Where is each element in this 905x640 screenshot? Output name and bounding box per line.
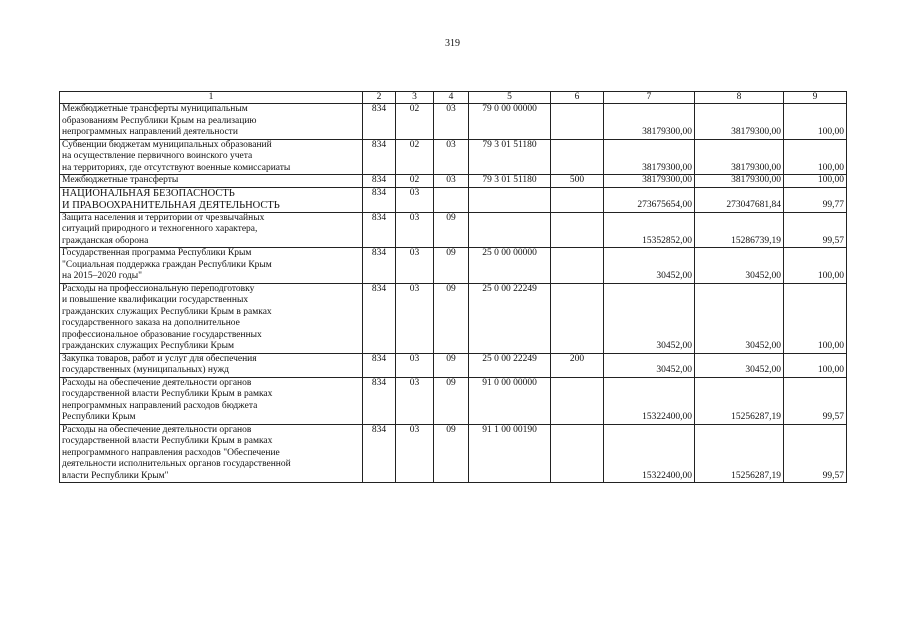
- execution-percent-cell: 99,57: [784, 212, 847, 248]
- planned-amount-cell: 30452,00: [604, 283, 695, 353]
- planned-amount-cell: 38179300,00: [604, 139, 695, 175]
- header-row: [60, 92, 847, 104]
- row-name-cell: Межбюджетные трансферты муниципальным образованиям Республики Крым на реализацию непрограммных направлений деятельности: [60, 104, 363, 140]
- target-article-cell: 91 1 00 00190: [469, 424, 551, 483]
- execution-percent-cell: 100,00: [784, 248, 847, 284]
- target-article-cell: [469, 212, 551, 248]
- execution-percent-cell: 100,00: [784, 353, 847, 377]
- executed-amount-cell: 38179300,00: [695, 104, 784, 140]
- section-code-cell: 02: [396, 175, 434, 188]
- subsection-code-cell: 09: [434, 377, 469, 424]
- target-article-cell: 25 0 00 22249: [469, 353, 551, 377]
- subsection-code-cell: 09: [434, 248, 469, 284]
- planned-amount-cell: 38179300,00: [604, 175, 695, 188]
- subsection-code-cell: [434, 187, 469, 212]
- subsection-code-cell: 09: [434, 283, 469, 353]
- header-cell: 8: [695, 92, 784, 104]
- planned-amount-cell: 38179300,00: [604, 104, 695, 140]
- grbs-code-cell: 834: [363, 353, 396, 377]
- grbs-code-cell: 834: [363, 424, 396, 483]
- execution-percent-cell: 100,00: [784, 104, 847, 140]
- table-row: [60, 139, 847, 175]
- row-name-cell: Субвенции бюджетам муниципальных образований на осуществление первичного воинского учета на территориях, где отсутствуют военные комиссариаты: [60, 139, 363, 175]
- executed-amount-cell: 30452,00: [695, 353, 784, 377]
- target-article-cell: 25 0 00 00000: [469, 248, 551, 284]
- execution-percent-cell: 100,00: [784, 175, 847, 188]
- grbs-code-cell: 834: [363, 377, 396, 424]
- executed-amount-cell: 38179300,00: [695, 139, 784, 175]
- header-cell: 5: [469, 92, 551, 104]
- subsection-code-cell: 03: [434, 104, 469, 140]
- header-cell: 1: [60, 92, 363, 104]
- section-code-cell: 03: [396, 248, 434, 284]
- execution-percent-cell: 99,77: [784, 187, 847, 212]
- expense-type-cell: 500: [551, 175, 604, 188]
- planned-amount-cell: 30452,00: [604, 248, 695, 284]
- expense-type-cell: [551, 187, 604, 212]
- expense-type-cell: [551, 139, 604, 175]
- executed-amount-cell: 15256287,19: [695, 377, 784, 424]
- subsection-code-cell: 09: [434, 353, 469, 377]
- grbs-code-cell: 834: [363, 248, 396, 284]
- header-cell: 3: [396, 92, 434, 104]
- page-number: 319: [445, 38, 460, 49]
- grbs-code-cell: 834: [363, 139, 396, 175]
- target-article-cell: 25 0 00 22249: [469, 283, 551, 353]
- table-row: [60, 248, 847, 284]
- planned-amount-cell: 15352852,00: [604, 212, 695, 248]
- row-name-cell: Расходы на профессиональную переподготовку и повышение квалификации государственных гражданских служащих Республики Крым в рамках государственного заказа на дополнительное профессиональное образование государственных гражданских служащих Республики Крым: [60, 283, 363, 353]
- row-name-cell: Расходы на обеспечение деятельности органов государственной власти Республики Крым в рамках непрограммных направлений расходов бюджета Республики Крым: [60, 377, 363, 424]
- row-name-cell: Расходы на обеспечение деятельности органов государственной власти Республики Крым в рамках непрограммного направления расходов "Обеспечение деятельности исполнительных органов государственной власти Республики Крым": [60, 424, 363, 483]
- expense-type-cell: [551, 424, 604, 483]
- executed-amount-cell: 15286739,19: [695, 212, 784, 248]
- header-cell: 6: [551, 92, 604, 104]
- grbs-code-cell: 834: [363, 212, 396, 248]
- planned-amount-cell: 15322400,00: [604, 377, 695, 424]
- grbs-code-cell: 834: [363, 175, 396, 188]
- target-article-cell: [469, 187, 551, 212]
- table-row: [60, 353, 847, 377]
- table-row: [60, 424, 847, 483]
- expense-type-cell: [551, 248, 604, 284]
- execution-percent-cell: 99,57: [784, 377, 847, 424]
- executed-amount-cell: 38179300,00: [695, 175, 784, 188]
- table-row: [60, 104, 847, 140]
- planned-amount-cell: 30452,00: [604, 353, 695, 377]
- expense-type-cell: [551, 377, 604, 424]
- section-code-cell: 03: [396, 424, 434, 483]
- execution-percent-cell: 100,00: [784, 139, 847, 175]
- budget-table: [59, 91, 847, 483]
- subsection-code-cell: 09: [434, 424, 469, 483]
- header-cell: 9: [784, 92, 847, 104]
- section-code-cell: 03: [396, 187, 434, 212]
- header-cell: 2: [363, 92, 396, 104]
- section-code-cell: 03: [396, 353, 434, 377]
- executed-amount-cell: 273047681,84: [695, 187, 784, 212]
- section-code-cell: 03: [396, 283, 434, 353]
- section-code-cell: 02: [396, 104, 434, 140]
- grbs-code-cell: 834: [363, 283, 396, 353]
- execution-percent-cell: 99,57: [784, 424, 847, 483]
- table-row: [60, 212, 847, 248]
- expense-type-cell: [551, 212, 604, 248]
- target-article-cell: 91 0 00 00000: [469, 377, 551, 424]
- executed-amount-cell: 15256287,19: [695, 424, 784, 483]
- row-name-cell: Защита населения и территории от чрезвычайных ситуаций природного и техногенного характера, гражданская оборона: [60, 212, 363, 248]
- header-cell: 4: [434, 92, 469, 104]
- expense-type-cell: 200: [551, 353, 604, 377]
- row-name-cell: Межбюджетные трансферты: [60, 175, 363, 188]
- planned-amount-cell: 273675654,00: [604, 187, 695, 212]
- header-cell: 7: [604, 92, 695, 104]
- table-row: [60, 175, 847, 188]
- subsection-code-cell: 03: [434, 139, 469, 175]
- expense-type-cell: [551, 283, 604, 353]
- subsection-code-cell: 09: [434, 212, 469, 248]
- target-article-cell: 79 0 00 00000: [469, 104, 551, 140]
- target-article-cell: 79 3 01 51180: [469, 175, 551, 188]
- row-name-cell: Закупка товаров, работ и услуг для обеспечения государственных (муниципальных) нужд: [60, 353, 363, 377]
- table-row: [60, 283, 847, 353]
- executed-amount-cell: 30452,00: [695, 283, 784, 353]
- execution-percent-cell: 100,00: [784, 283, 847, 353]
- row-name-cell: НАЦИОНАЛЬНАЯ БЕЗОПАСНОСТЬ И ПРАВООХРАНИТЕЛЬНАЯ ДЕЯТЕЛЬНОСТЬ: [60, 187, 363, 212]
- planned-amount-cell: 15322400,00: [604, 424, 695, 483]
- grbs-code-cell: 834: [363, 104, 396, 140]
- section-code-cell: 02: [396, 139, 434, 175]
- executed-amount-cell: 30452,00: [695, 248, 784, 284]
- section-code-cell: 03: [396, 377, 434, 424]
- table-row: [60, 187, 847, 212]
- expense-type-cell: [551, 104, 604, 140]
- subsection-code-cell: 03: [434, 175, 469, 188]
- section-code-cell: 03: [396, 212, 434, 248]
- table-row: [60, 377, 847, 424]
- row-name-cell: Государственная программа Республики Крым "Социальная поддержка граждан Республики Крым на 2015–2020 годы": [60, 248, 363, 284]
- target-article-cell: 79 3 01 51180: [469, 139, 551, 175]
- grbs-code-cell: 834: [363, 187, 396, 212]
